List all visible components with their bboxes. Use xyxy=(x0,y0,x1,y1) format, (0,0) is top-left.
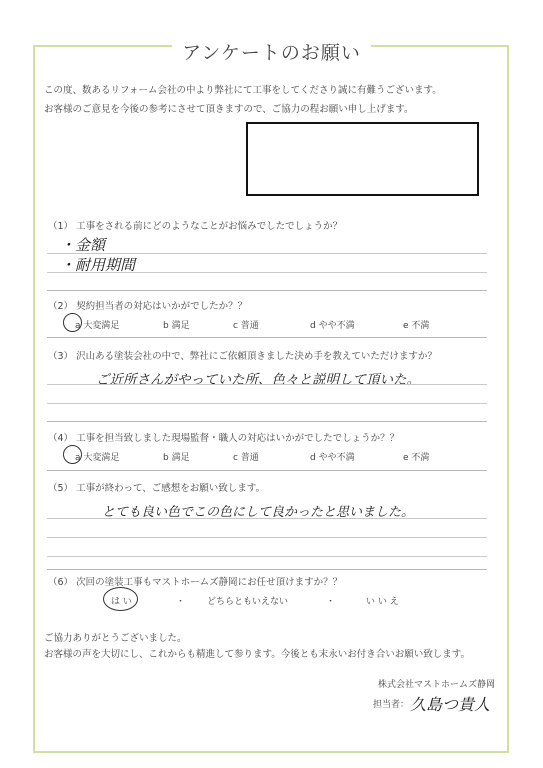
title-wrap xyxy=(0,38,543,65)
answer-rule xyxy=(47,518,487,519)
question-2-option-e: e 不満 xyxy=(403,321,430,331)
closing-line-2: お客様の声を大切にし、これからも精進して参ります。今後とも末永いお付き合いお願い致します。 xyxy=(44,649,470,660)
staff-signature: 久島つ貴人 xyxy=(410,695,491,714)
answer-rule xyxy=(47,556,487,557)
section-divider xyxy=(47,421,487,422)
question-2-option-b: b 満足 xyxy=(163,321,190,331)
intro-line-2: お客様のご意見を今後の参考にさせて頂きますので、ご協力の程お願い申し上げます。 xyxy=(44,104,414,115)
question-4-option-e: e 不満 xyxy=(403,453,430,463)
question-5-answer: とても良い色でこの色にして良かったと思いました。 xyxy=(102,505,415,520)
option-separator: ・ xyxy=(326,597,336,607)
answer-rule xyxy=(47,403,487,404)
question-3-label: （3） 沢山ある塗装会社の中で、弊社にご依頼頂きました決め手を教えていただけますか？ xyxy=(48,351,437,362)
question-4-option-a: a 大変満足 xyxy=(75,453,120,463)
closing-line-1: ご協力ありがとうございました。 xyxy=(44,633,187,644)
question-3-answer: ご近所さんがやっていた所、色々と説明して頂いた。 xyxy=(96,372,420,388)
question-1-label: （1） 工事をされる前にどのようなことがお悩みでしたでしょうか？ xyxy=(48,221,343,232)
question-2-option-c: c 普通 xyxy=(233,321,259,331)
section-divider xyxy=(47,470,487,471)
page-title: アンケートのお願い xyxy=(172,38,371,65)
question-2-option-a: a 大変満足 xyxy=(75,321,120,331)
question-4-option-b: b 満足 xyxy=(163,453,190,463)
question-5-label: （5） 工事が終わって、ご感想をお願い致します。 xyxy=(48,483,266,494)
question-4-option-c: c 普通 xyxy=(233,453,259,463)
question-6-label: （6） 次回の塗装工事もマストホームズ静岡にお任せ頂けますか？？ xyxy=(48,577,343,588)
question-4-label: （4） 工事を担当致しました現場監督・職人の対応はいかがでしたでしょうか？？ xyxy=(48,433,400,444)
answer-rule xyxy=(47,272,487,273)
company-name: 株式会社マストホームズ静岡 xyxy=(377,680,495,690)
question-4-option-d: d やや不満 xyxy=(310,453,355,463)
question-6-option-no: い い え xyxy=(366,597,399,607)
question-2-option-d: d やや不満 xyxy=(310,321,355,331)
section-divider xyxy=(47,569,487,570)
question-6-option-neutral: どちらともいえない xyxy=(207,597,289,607)
question-2-label: （2） 契約担当者の対応はいかがでしたか？？ xyxy=(48,301,248,312)
question-6-option-yes: は い xyxy=(111,597,132,607)
redaction-box xyxy=(246,122,479,196)
section-divider xyxy=(47,337,487,338)
answer-rule xyxy=(47,384,487,385)
section-divider xyxy=(47,290,487,291)
question-1-answer-2: ・耐用期間 xyxy=(60,256,136,274)
intro-line-1: この度、数あるリフォーム会社の中より弊社にて工事をしてくださり誠に有難うございます。 xyxy=(44,85,442,96)
answer-rule xyxy=(47,537,487,538)
option-separator: ・ xyxy=(176,597,186,607)
staff-label: 担当者： xyxy=(373,700,410,710)
question-1-answer-1: ・金額 xyxy=(60,236,106,254)
